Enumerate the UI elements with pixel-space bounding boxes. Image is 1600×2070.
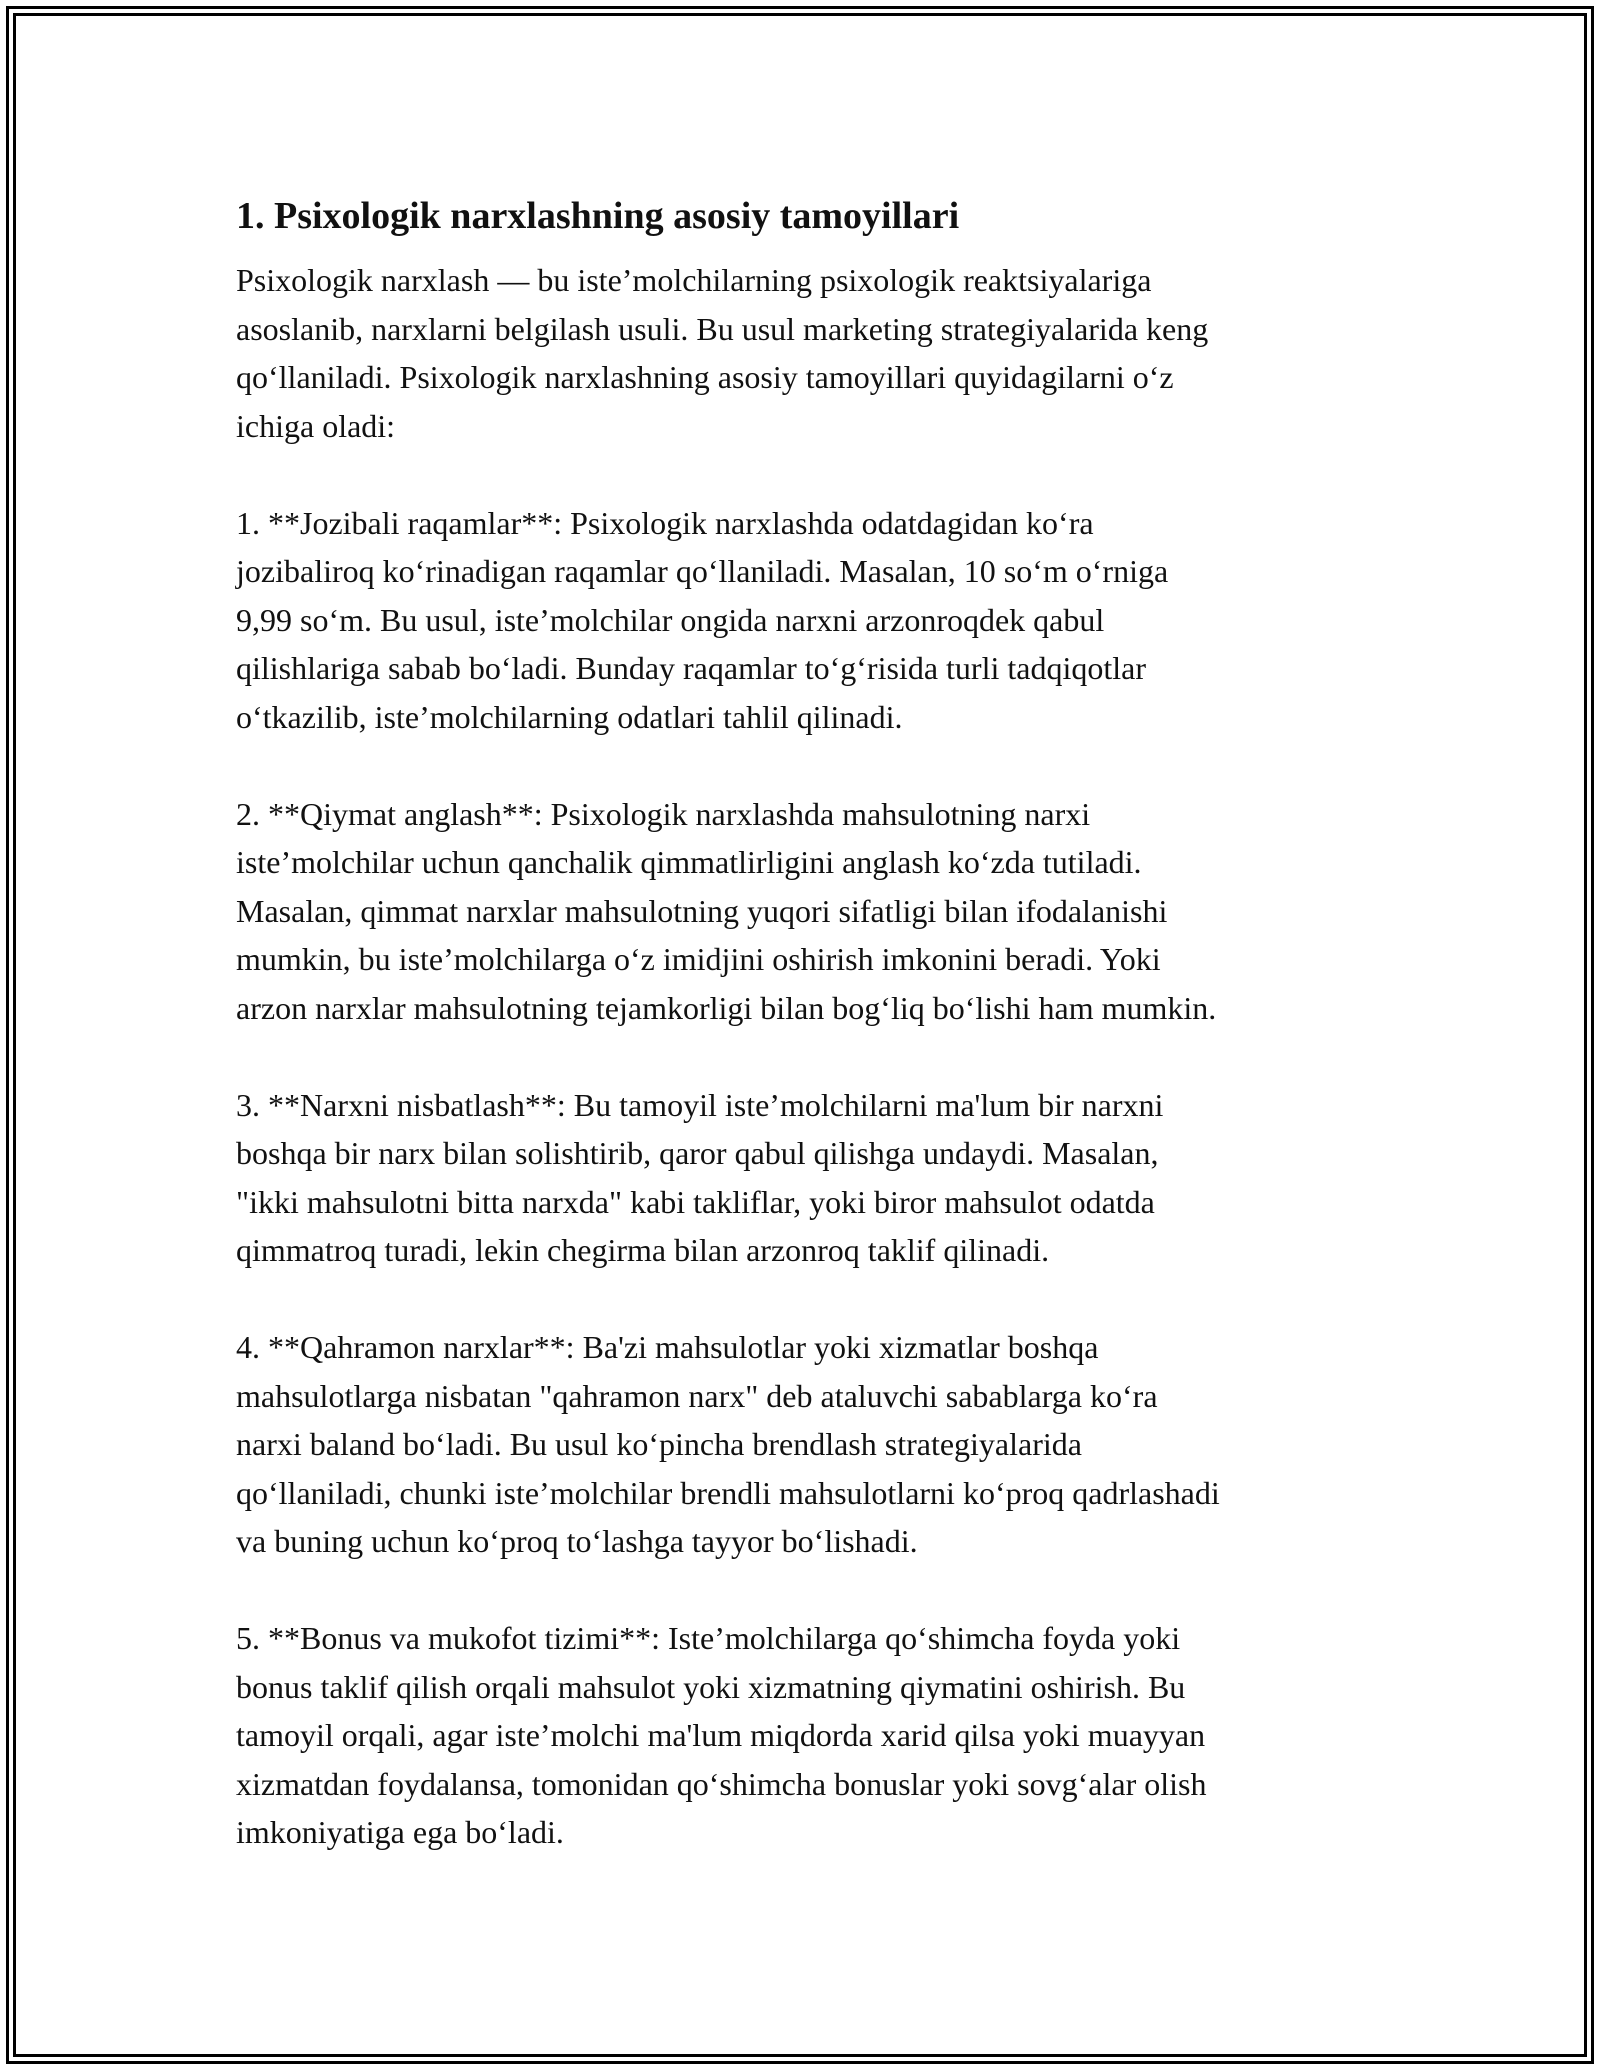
principle-paragraph-5: 5. **Bonus va mukofot tizimi**: Iste’molchilarga qo‘shimcha foyda yoki bonus taklif qilish orqali mahsulot yoki xizmatning qiymatini oshirish. Bu tamoyil orqali, agar iste’molchi ma'lum miqdorda xarid qilsa yoki muayyan xizmatdan foydalansa, tomonidan qo‘shimcha bonuslar yoki sovg‘alar olish imkoniyatiga ega bo‘ladi. (236, 1620, 1207, 1850)
principle-paragraph-1: 1. **Jozibali raqamlar**: Psixologik narxlashda odatdagidan ko‘ra jozibaliroq ko‘rinadigan raqamlar qo‘llaniladi. Masalan, 10 so‘m o‘rniga 9,99 so‘m. Bu usul, iste’molchilar ongida narxni arzonroqdek qabul qilishlariga sabab bo‘ladi. Bunday raqamlar to‘g‘risida turli tadqiqotlar o‘tkazilib, iste’molchilarning odatlari tahlil qilinadi. (236, 504, 1169, 735)
principle-paragraph-3: 3. **Narxni nisbatlash**: Bu tamoyil iste’molchilarni ma'lum bir narxni boshqa bir narx bilan solishtirib, qaror qabul qilishga undaydi. Masalan, "ikki mahsulotni bitta narxda" kabi takliflar, yoki biror mahsulot odatda qimmatroq turadi, lekin chegirma bilan arzonroq taklif qilinadi. (236, 1086, 1164, 1268)
principle-paragraph-2: 2. **Qiymat anglash**: Psixologik narxlashda mahsulotning narxi iste’molchilar uchun qanchalik qimmatlirligini anglash ko‘zda tutiladi. Masalan, qimmat narxlar mahsulotning yuqori sifatligi bilan ifodalanishi mumkin, bu iste’molchilarga o‘z imidjini oshirish imkonini beradi. Yoki arzon narxlar mahsulotning tejamkorligi bilan bog‘liq bo‘lishi ham mumkin. (236, 795, 1217, 1026)
intro-paragraph: Psixologik narxlash — bu iste’molchilarning psixologik reaktsiyalariga asoslanib, narxlarni belgilash usuli. Bu usul marketing strategiyalarida keng qo‘llaniladi. Psixologik narxlashning asosiy tamoyillari quyidagilarni o‘z ichiga oladi: (236, 262, 1209, 444)
principle-paragraph-4: 4. **Qahramon narxlar**: Ba'zi mahsulotlar yoki xizmatlar boshqa mahsulotlarga nisbatan "qahramon narx" deb ataluvchi sabablarga ko‘ra narxi baland bo‘ladi. Bu usul ko‘pincha brendlash strategiyalarida qo‘llaniladi, chunki iste’molchilar brendli mahsulotlarni ko‘proq qadrlashadi va buning uchun ko‘proq to‘lashga tayyor bo‘lishadi. (236, 1329, 1220, 1559)
section-heading: 1. Psixologik narxlashning asosiy tamoyillari (236, 195, 960, 237)
document-body (236, 188, 1386, 1857)
